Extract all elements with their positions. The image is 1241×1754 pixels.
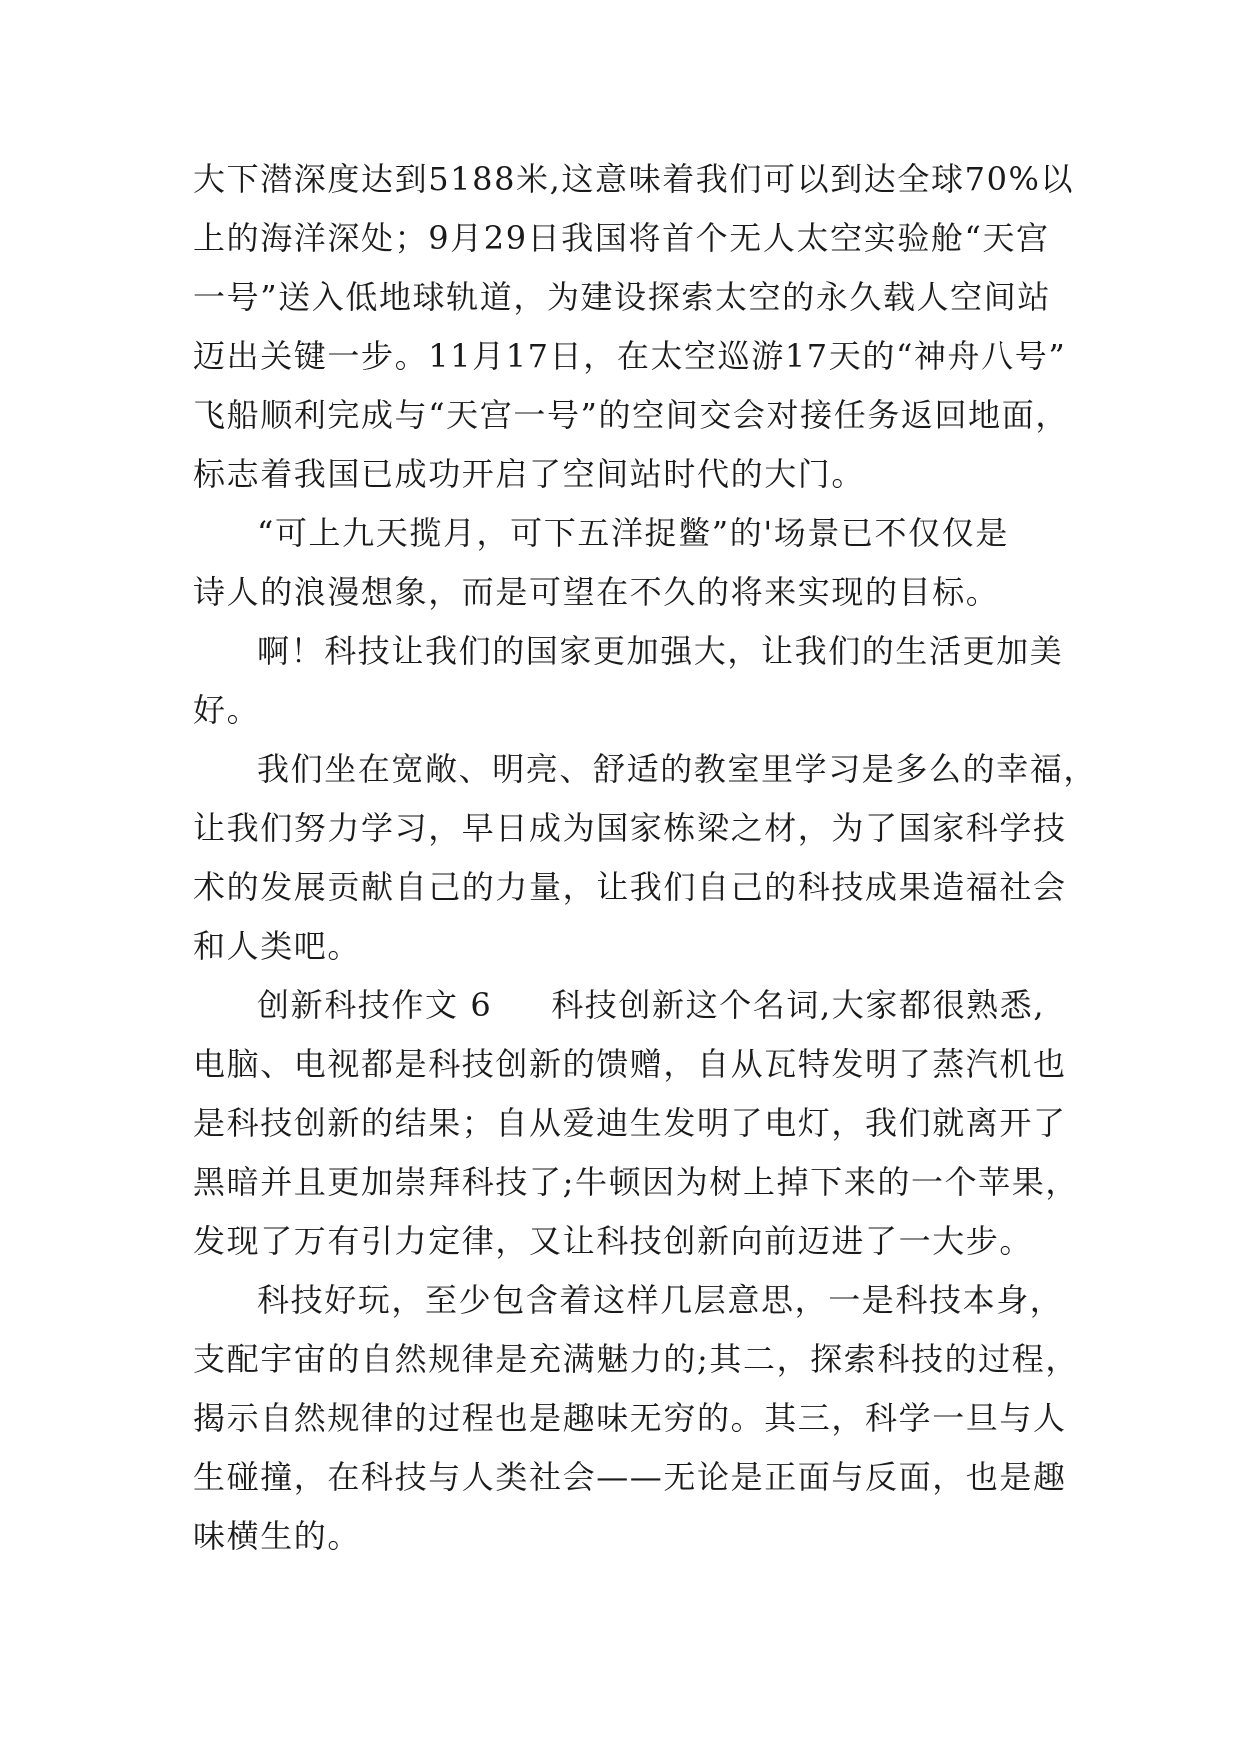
document-body [193,150,1098,1566]
text-line: 发现了万有引力定律，又让科技创新向前迈进了一大步。 [193,1222,1034,1260]
text-line: 科技好玩，至少包含着这样几层意思，一是科技本身， [257,1281,1064,1319]
text-line: 是科技创新的结果；自从爱迪生发明了电灯，我们就离开了 [193,1104,1067,1142]
text-line: 让我们努力学习，早日成为国家栋梁之材，为了国家科学技 [193,809,1067,847]
text-line: 标志着我国已成功开启了空间站时代的大门。 [193,455,866,493]
text-line: 生碰撞，在科技与人类社会——无论是正面与反面，也是趣 [193,1458,1067,1496]
text-line: 味横生的。 [193,1517,362,1555]
text-line: 好。 [193,691,261,729]
text-line: 上的海洋深处；9月29日我国将首个无人太空实验舱“天宫 [193,219,1050,257]
text-line: 创新科技作文 6 科技创新这个名词,大家都很熟悉, [257,986,1046,1024]
text-line: 术的发展贡献自己的力量，让我们自己的科技成果造福社会 [193,868,1067,906]
text-line: 电脑、电视都是科技创新的馈赠，自从瓦特发明了蒸汽机也 [193,1045,1067,1083]
text-line: 迈出关键一步。11月17日，在太空巡游17天的“神舟八号” [193,337,1067,375]
text-line: 揭示自然规律的过程也是趣味无穷的。其三，科学一旦与人 [193,1399,1067,1437]
text-line: 飞船顺利完成与“天宫一号”的空间交会对接任务返回地面， [193,396,1069,434]
text-line: 啊！科技让我们的国家更加强大，让我们的生活更加美 [257,632,1064,670]
text-line: “可上九天揽月，可下五洋捉鳖”的'场景已不仅仅是 [257,514,1009,552]
text-line: 支配宇宙的自然规律是充满魅力的;其二，探索科技的过程， [193,1340,1079,1378]
text-line: 和人类吧。 [193,927,362,965]
text-line: 诗人的浪漫想象，而是可望在不久的将来实现的目标。 [193,573,1000,611]
text-line: 我们坐在宽敞、明亮、舒适的教室里学习是多么的幸福， [257,750,1098,788]
text-line: 大下潜深度达到5188米,这意味着我们可以到达全球70%以 [193,160,1075,198]
text-line: 黑暗并且更加崇拜科技了;牛顿因为树上掉下来的一个苹果， [193,1163,1079,1201]
text-line: 一号”送入低地球轨道，为建设探索太空的永久载人空间站 [193,278,1051,316]
